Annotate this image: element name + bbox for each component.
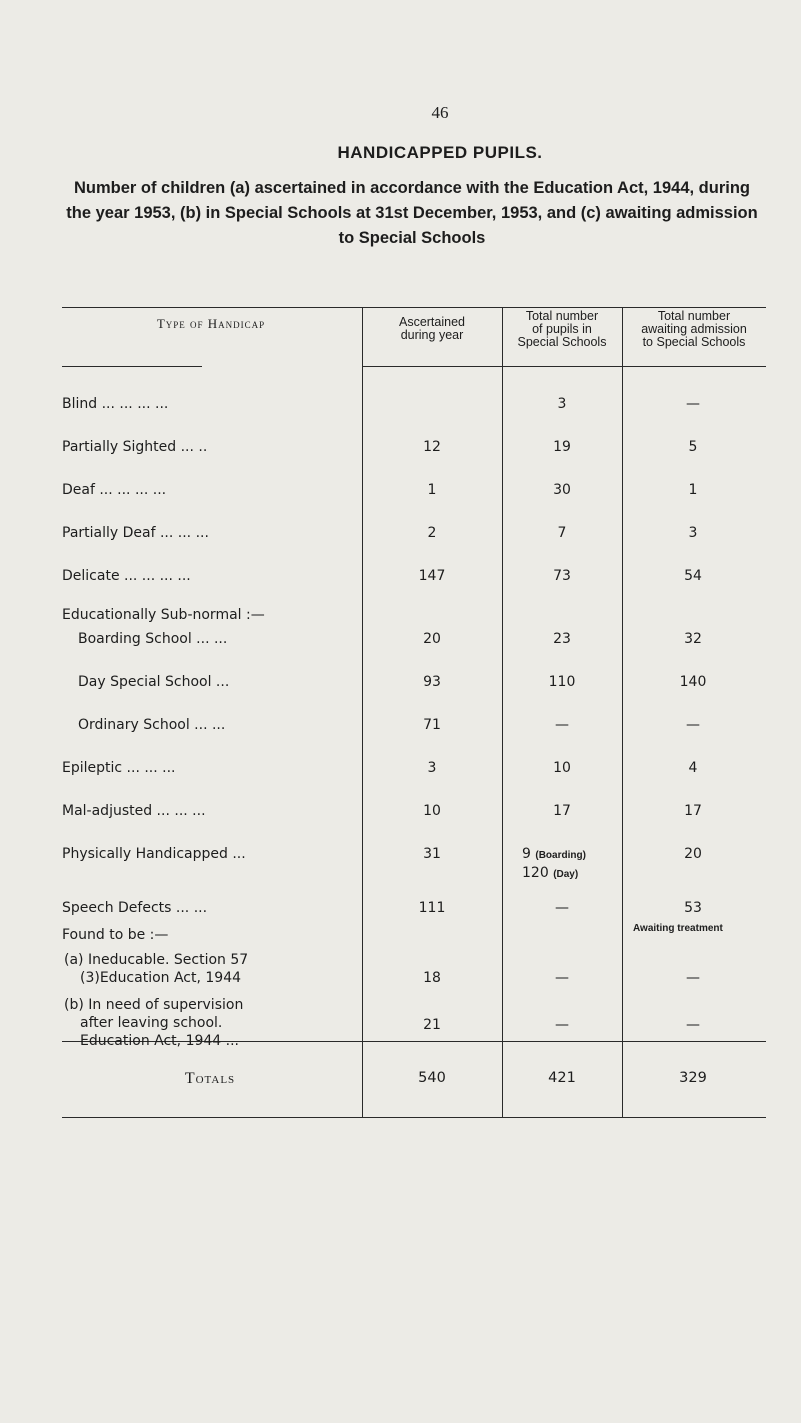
- table-row: [0, 760, 801, 784]
- supervision-line: after leaving school.: [80, 1015, 223, 1031]
- cell-pupils: 73: [553, 568, 571, 584]
- header-line: awaiting admission: [641, 322, 747, 336]
- row-label: Day Special School ...: [78, 674, 230, 690]
- table-row: [0, 717, 801, 741]
- table-row: [0, 482, 801, 506]
- cell-pupils: —: [555, 717, 569, 733]
- cell-pupils: —: [555, 970, 569, 986]
- cell-pupils: 19: [553, 439, 571, 455]
- day-value: 120: [522, 865, 549, 881]
- speech-awaiting-note: Awaiting treatment: [633, 923, 723, 934]
- table-row: [0, 396, 801, 420]
- table-row: [0, 1017, 801, 1041]
- cell-pupils: 17: [553, 803, 571, 819]
- cell-pupils: —: [555, 1017, 569, 1033]
- row-label: Epileptic ... ... ...: [62, 760, 176, 776]
- total-ascertained: 540: [418, 1070, 446, 1086]
- row-label: Partially Deaf ... ... ...: [62, 525, 209, 541]
- cell-pupils: 110: [548, 674, 576, 690]
- ineducable-line: (a) Ineducable. Section 57: [64, 952, 249, 968]
- cell-awaiting: 140: [679, 674, 707, 690]
- cell-pupils: 10: [553, 760, 571, 776]
- total-pupils: 421: [548, 1070, 576, 1086]
- cell-ascertained: 93: [423, 674, 441, 690]
- header-rule-left: [62, 366, 202, 367]
- table-top-rule: [62, 307, 766, 308]
- cell-awaiting: —: [686, 396, 700, 412]
- table-row: [0, 674, 801, 698]
- page-title: HANDICAPPED PUPILS.: [337, 143, 543, 162]
- table-row: [0, 439, 801, 463]
- table-row: [0, 631, 801, 655]
- cell-ascertained: 12: [423, 439, 441, 455]
- table-caption: Number of children (a) ascertained in accordance with the Education Act, 1944, during the year 1953, (b) in Special Schools at 31st December, 1953, and (c) awaiting admission to Special Schools: [66, 179, 758, 247]
- cell-awaiting: 1: [688, 482, 698, 498]
- day-note: (Day): [553, 869, 579, 880]
- header-line: Total number: [657, 309, 731, 323]
- cell-pupils: —: [555, 900, 569, 916]
- cell-awaiting: —: [686, 717, 700, 733]
- header-line: during year: [400, 328, 464, 342]
- found-to-be-label: Found to be :—: [62, 927, 169, 943]
- cell-awaiting: 32: [684, 631, 702, 647]
- cell-ascertained: 20: [423, 631, 441, 647]
- cell-ascertained: 10: [423, 803, 441, 819]
- row-label: Partially Sighted ... ..: [62, 439, 208, 455]
- physically-day-line: [522, 865, 578, 881]
- ineducable-line: (3)Education Act, 1944: [80, 970, 242, 986]
- table-row: [0, 525, 801, 549]
- header-rule-right: [362, 366, 766, 367]
- cell-ascertained: 147: [418, 568, 446, 584]
- table-row: [0, 970, 801, 994]
- table-row: [0, 568, 801, 592]
- cell-awaiting: 54: [684, 568, 702, 584]
- cell-ascertained: 1: [427, 482, 437, 498]
- row-label: Speech Defects ... ...: [62, 900, 208, 916]
- cell-awaiting: 3: [688, 525, 698, 541]
- table-row: [0, 803, 801, 827]
- row-label: Delicate ... ... ... ...: [62, 568, 191, 584]
- row-label: Boarding School ... ...: [78, 631, 228, 647]
- header-type-of-handicap: Type of Handicap: [156, 316, 266, 331]
- cell-ascertained: 111: [418, 900, 446, 916]
- header-ascertained: [362, 316, 502, 342]
- total-awaiting: 329: [679, 1070, 707, 1086]
- cell-pupils: 23: [553, 631, 571, 647]
- header-line: to Special Schools: [642, 335, 746, 349]
- cell-ascertained: 71: [423, 717, 441, 733]
- header-line: Ascertained: [398, 315, 465, 329]
- cell-ascertained: 21: [423, 1017, 441, 1033]
- boarding-note: (Boarding): [535, 850, 586, 861]
- column-divider-1: [362, 307, 363, 1117]
- row-label: Deaf ... ... ... ...: [62, 482, 167, 498]
- cell-awaiting: 20: [684, 846, 702, 862]
- table-bottom-rule: [62, 1117, 766, 1118]
- column-divider-3: [622, 307, 623, 1117]
- totals-label: Totals: [184, 1070, 236, 1087]
- row-label: Mal-adjusted ... ... ...: [62, 803, 206, 819]
- row-label: Blind ... ... ... ...: [62, 396, 169, 412]
- cell-pupils: [522, 846, 586, 862]
- header-total-awaiting: [622, 310, 766, 349]
- cell-ascertained: 3: [427, 760, 437, 776]
- header-line: Special Schools: [517, 335, 607, 349]
- cell-awaiting: —: [686, 1017, 700, 1033]
- cell-ascertained: 2: [427, 525, 437, 541]
- row-label: Educationally Sub-normal :—: [62, 607, 265, 623]
- page-number: 46: [431, 103, 449, 122]
- header-total-pupils: [502, 310, 622, 349]
- cell-pupils: 30: [553, 482, 571, 498]
- boarding-value: 9: [522, 846, 531, 862]
- table-row: [0, 846, 801, 870]
- supervision-line: Education Act, 1944 ...: [80, 1033, 239, 1049]
- header-line: of pupils in: [532, 322, 592, 336]
- table-row: [0, 900, 801, 924]
- cell-ascertained: 18: [423, 970, 441, 986]
- cell-awaiting: 5: [688, 439, 698, 455]
- cell-pupils: 3: [557, 396, 567, 412]
- cell-ascertained: 31: [423, 846, 441, 862]
- column-divider-2: [502, 307, 503, 1117]
- supervision-line: (b) In need of supervision: [64, 997, 244, 1013]
- table-row: [0, 607, 801, 631]
- cell-awaiting: 53: [684, 900, 702, 916]
- cell-awaiting: 17: [684, 803, 702, 819]
- cell-awaiting: —: [686, 970, 700, 986]
- row-label: Physically Handicapped ...: [62, 846, 246, 862]
- cell-pupils: 7: [557, 525, 567, 541]
- header-line: Total number: [525, 309, 599, 323]
- cell-awaiting: 4: [688, 760, 698, 776]
- row-label: Ordinary School ... ...: [78, 717, 226, 733]
